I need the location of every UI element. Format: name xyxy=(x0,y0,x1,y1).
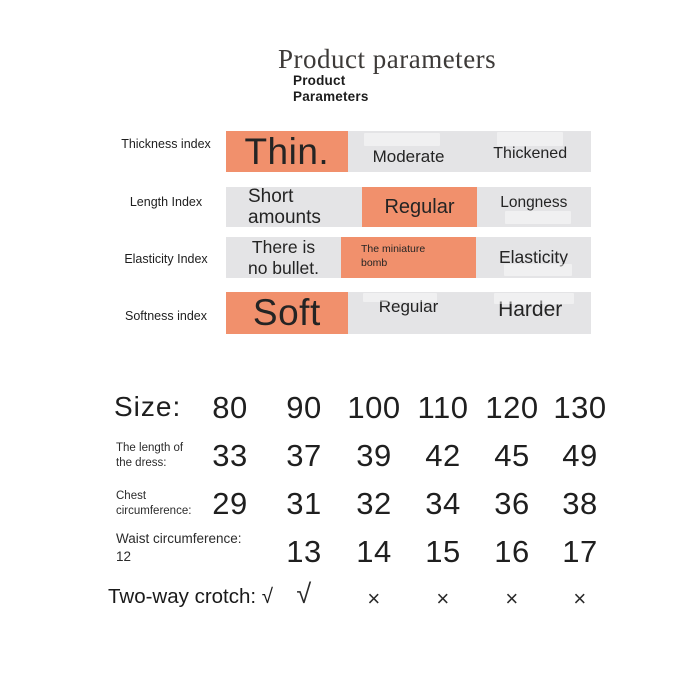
waist-first-value: 12 xyxy=(116,548,132,564)
seg-regular-softness-text: Regular xyxy=(378,297,439,316)
size-row-label: Size: xyxy=(114,391,182,422)
seg-elasticity xyxy=(476,237,591,278)
seg-no-bullet xyxy=(226,237,341,278)
seg-regular-length-text: Regular xyxy=(384,195,455,218)
seg-thin xyxy=(226,131,348,172)
seg-thickened xyxy=(469,131,591,172)
seg-longness-text: Longness xyxy=(500,194,568,211)
seg-no-bullet-text: There is no bullet. xyxy=(247,237,320,278)
crotch-cross-mark: × xyxy=(505,586,519,611)
seg-harder-text: Harder xyxy=(498,298,563,321)
label-thickness-index: Thickness index xyxy=(121,137,211,151)
seg-longness xyxy=(477,187,591,227)
dress-length-value: 37 xyxy=(286,438,322,473)
seg-short-amounts xyxy=(226,187,362,227)
seg-thickened-text: Thickened xyxy=(493,145,568,162)
seg-moderate xyxy=(348,131,470,172)
size-value: 120 xyxy=(485,390,539,425)
waist-value: 14 xyxy=(356,534,392,569)
label-length-index: Length Index xyxy=(129,195,203,209)
page-subtitle-line1: Product xyxy=(293,73,346,88)
waist-value: 17 xyxy=(562,534,598,569)
dress-length-value: 49 xyxy=(562,438,598,473)
chest-value: 32 xyxy=(356,486,392,521)
seg-harder xyxy=(469,292,591,334)
crotch-check-mark: √ xyxy=(296,579,312,609)
seg-elasticity-text: Elasticity xyxy=(498,247,569,267)
waist-value: 16 xyxy=(494,534,530,569)
size-value: 130 xyxy=(553,390,607,425)
dress-length-row-label: The length of the dress: xyxy=(116,442,184,469)
page-subtitle xyxy=(293,73,369,104)
overlay-artifact xyxy=(494,293,574,304)
dress-length-value: 45 xyxy=(494,438,530,473)
seg-miniature-bomb-text: The miniature bomb xyxy=(361,243,426,269)
waist-value: 13 xyxy=(286,534,322,569)
overlay-artifact xyxy=(504,264,572,276)
seg-soft-text: Soft xyxy=(252,292,321,333)
chest-value: 29 xyxy=(212,486,248,521)
bar-softness xyxy=(226,292,591,334)
page-subtitle-line2: Parameters xyxy=(293,88,369,104)
bar-elasticity xyxy=(226,237,591,278)
waist-value: 15 xyxy=(425,534,461,569)
seg-short-amounts-text: Short amounts xyxy=(248,187,321,227)
crotch-row-label: Two-way crotch: √ xyxy=(108,585,274,608)
dress-length-value: 42 xyxy=(425,438,461,473)
overlay-artifact xyxy=(364,133,440,146)
seg-soft xyxy=(226,292,348,334)
dress-length-value: 33 xyxy=(212,438,248,473)
size-value: 80 xyxy=(212,390,248,425)
chest-value: 34 xyxy=(425,486,461,521)
overlay-artifact xyxy=(363,293,437,302)
seg-moderate-text: Moderate xyxy=(372,147,445,166)
overlay-artifact xyxy=(497,132,563,146)
chest-value: 38 xyxy=(562,486,598,521)
bar-thickness xyxy=(226,131,591,172)
chest-value: 31 xyxy=(286,486,322,521)
chest-row-label: Chest circumference: xyxy=(116,490,192,517)
bar-length xyxy=(226,187,591,227)
seg-regular-softness xyxy=(348,292,470,334)
crotch-cross-mark: × xyxy=(436,586,450,611)
label-softness-index: Softness index xyxy=(125,309,207,323)
waist-row-label-text: Waist circumference: xyxy=(116,531,242,546)
overlay-artifact xyxy=(505,211,571,224)
dress-length-value: 39 xyxy=(356,438,392,473)
size-value: 100 xyxy=(347,390,401,425)
seg-regular-length xyxy=(362,187,476,227)
chest-value: 36 xyxy=(494,486,530,521)
size-value: 110 xyxy=(417,390,469,425)
page-title: Product parameters xyxy=(278,44,497,74)
label-elasticity-index: Elasticity Index xyxy=(124,252,208,266)
seg-thin-text: Thin. xyxy=(244,131,330,172)
seg-miniature-bomb xyxy=(341,237,476,278)
crotch-cross-mark: × xyxy=(573,586,587,611)
crotch-cross-mark: × xyxy=(367,586,381,611)
size-value: 90 xyxy=(286,390,322,425)
